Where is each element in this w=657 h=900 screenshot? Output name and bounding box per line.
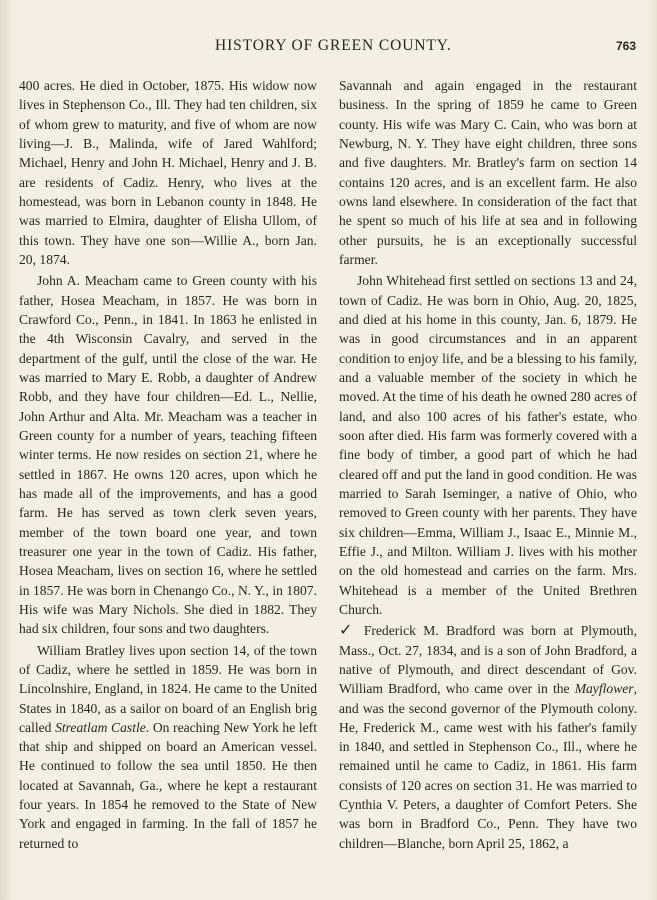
page-number: 763: [615, 39, 636, 53]
paragraph-william-bratley: [19, 641, 317, 854]
paragraph-continuation-lansing: 400 acres. He died in October, 1875. His widow now lives in Stephenson Co., Ill. They had ten children, six of whom grew to maturity, and five of whom are now living—J. B., Malinda, wife of Jared Wahlford; Michael, Henry and John H. Michael, Henry and J. B. are residents of Cadiz. Henry, who lives at the homestead, was born in Lebanon county in 1848. He was married to Elmira, daughter of Elisha Ullom, of this town. They have one son—Willie A., born Jan. 20, 1874.: [19, 78, 317, 267]
left-column: [19, 76, 317, 853]
bradford-text-part-1: Frederick M. Bradford was born at Plymouth, Mass., Oct. 27, 1834, and is a son of John Bradford, a native of Plymouth, and direct descendant of Gov. William Bradford, who came over in the: [339, 623, 637, 697]
paragraph-john-whitehead: John Whitehead first settled on sections 13 and 24, town of Cadiz. He was born in Ohio, Aug. 20, 1825, and died at his home in this county, Jan. 6, 1879. He was in good circumstances and in an apparent condition to enjoy life, and be a blessing to his family, and a valuable member of the society in which he moved. At the time of his death he owned 280 acres of land, and also 100 acres of his father's estate, who soon after died. His farm was formerly covered with a fine body of timber, a good part of which he had cleared off and put the land in good condition. He was married to Sarah Iseminger, a native of Ohio, who removed to Green county with her parents. They have six children—Emma, William J., Isaac E., Minnie M., Effie J., and Milton. William J. lives with his mother on the old homestead and carries on the farm. Mrs. Whitehead is a member of the United Brethren Church.: [339, 273, 637, 617]
page-edge-shadow: [647, 0, 657, 900]
paragraph-john-meacham: John A. Meacham came to Green county with his father, Hosea Meacham, in 1857. He was born in Crawford Co., Penn., in 1841. In 1863 he enlisted in the 4th Wisconsin Cavalry, and served in the department of the gulf, until the close of the war. He was married to Mary E. Robb, a daughter of Andrew Robb, and they have four children—Ed. L., Nellie, John Arthur and Alta. Mr. Meacham was a teacher in Green county for a number of years, teaching fifteen winter terms. He now resides on section 21, where he settled in 1867. He owns 120 acres, upon which he has made all of the improvements, and has a good farm. He has served as town clerk seven years, member of the town board one year, and town treasurer one year in the town of Cadiz. His father, Hosea Meacham, lives on section 16, where he settled in 1857. He was born in Chenango Co., N. Y., in 1807. His wife was Mary Nichols. She died in 1882. They had six children, four sons and two daughters.: [19, 273, 317, 637]
ship-name-mayflower: Mayflower: [574, 681, 634, 697]
paragraph-bratley-continued: Savannah and again engaged in the restaurant business. In the spring of 1859 he came to Green county. His wife was Mary C. Cain, who was born at Newburg, N. Y. They have eight children, three sons and five daughters. Mr. Bratley's farm on section 14 contains 120 acres, and is an excellent farm. He also owns land elsewhere. In consideration of the fact that he spent so much of his life at sea and in following other pursuits, he is an exceptionally successful farmer.: [339, 78, 637, 267]
page-title: HISTORY OF GREEN COUNTY.: [215, 37, 452, 54]
bratley-text-part-1: William Bratley lives upon section 14, of the town of Cadiz, where he settled in 1859. He was born in Lincolnshire, England, in 1824. He came to the United States in 1840, as a sailor on board of an English brig called: [19, 642, 317, 735]
page-gutter-shadow: [0, 0, 14, 900]
check-mark-icon: ✓: [339, 622, 357, 640]
right-column: [339, 76, 637, 853]
bratley-text-part-2: . On reaching New York he left that ship and shipped on board an American vessel. He continued to follow the sea until 1850. He then located at Savannah, Ga., where he kept a restaurant four years. In 1854 he removed to the State of New York and engaged in farming. In the fall of 1857 he returned to: [19, 719, 317, 851]
ship-name: Streatlam Castle: [55, 719, 146, 735]
bradford-text-part-2: , and was the second governor of the Plymouth colony. He, Frederick M., came west with his father's family in 1840, and settled in Stephenson Co., Ill., where he remained until he came to Cadiz, in 1861. His farm consists of 120 acres on section 31. He was married to Cynthia V. Peters, a daughter of Comfort Peters. She was born in Bradford Co., Penn. They have two children—Blanche, born April 25, 1862, a: [339, 681, 637, 851]
running-header: [0, 37, 657, 59]
paragraph-frederick-bradford: [339, 621, 637, 853]
